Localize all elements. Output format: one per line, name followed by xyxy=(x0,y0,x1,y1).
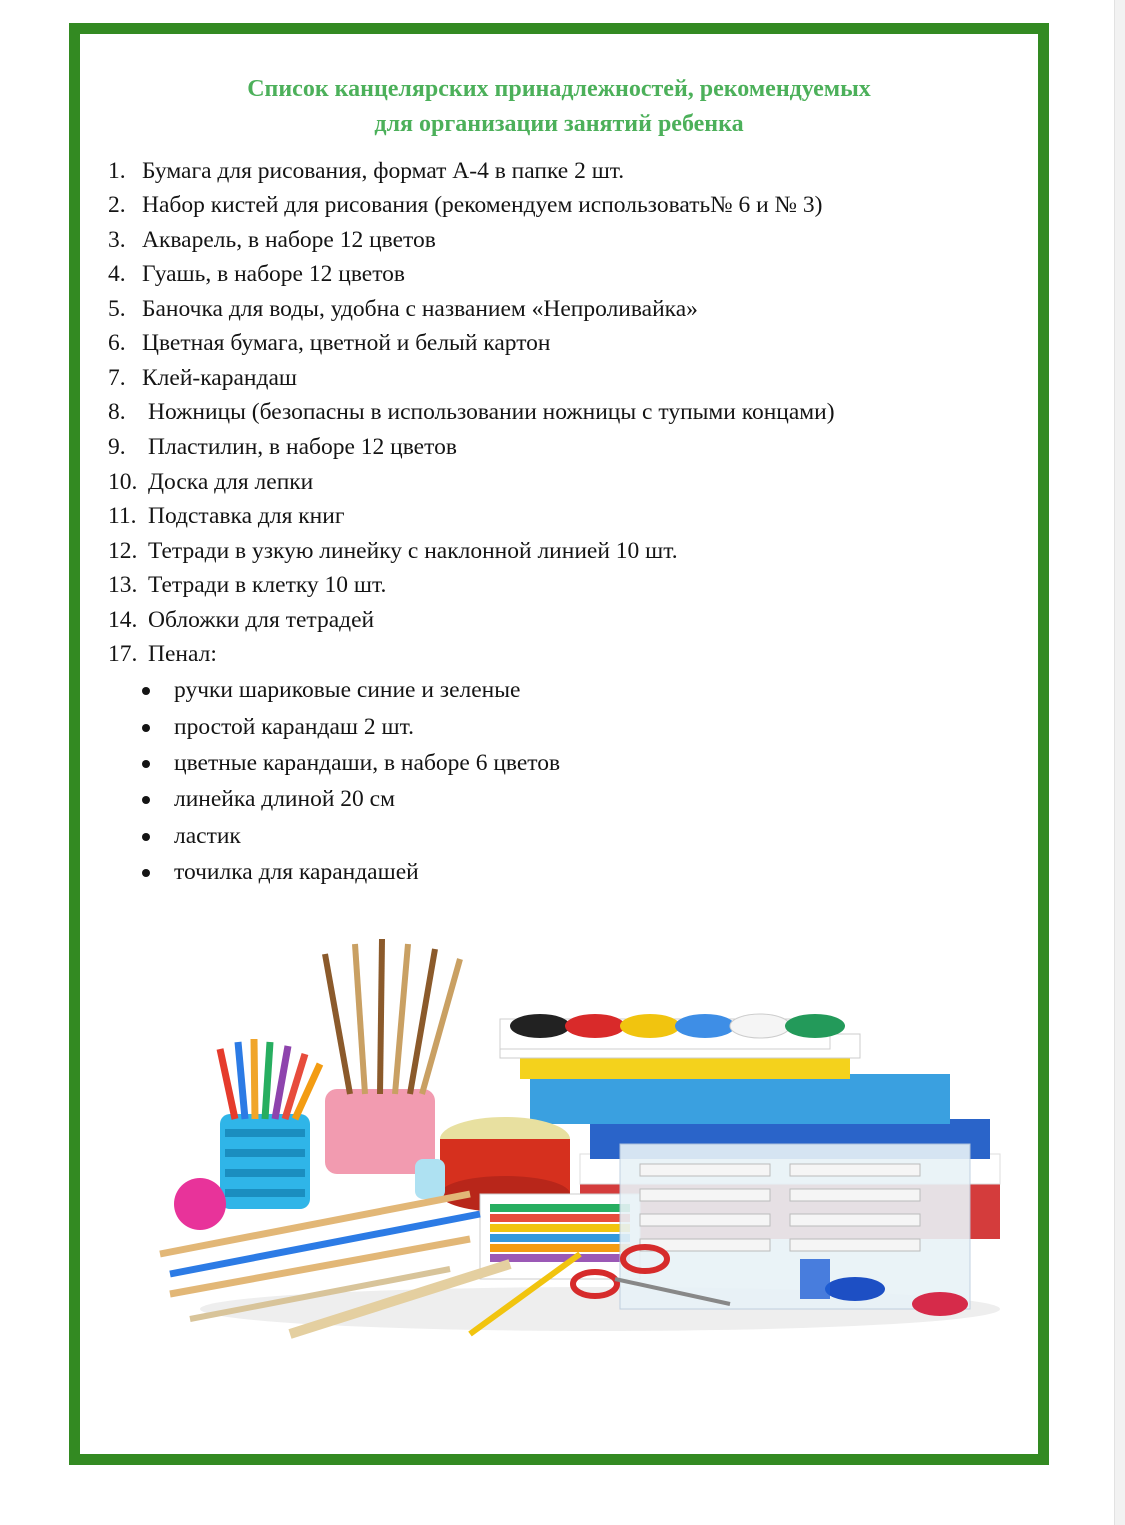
brush-cup-icon xyxy=(325,939,460,1174)
list-item: 10. Доска для лепки xyxy=(108,469,314,495)
list-item: 2. Набор кистей для рисования (рекомендуем использовать№ 6 и № 3) xyxy=(108,192,823,218)
blue-jar-icon xyxy=(825,1277,885,1301)
bullet-dot-icon xyxy=(142,724,150,732)
list-item: 5. Баночка для воды, удобна с названием «Непроливайка» xyxy=(108,296,698,322)
list-item: 1. Бумага для рисования, формат А-4 в папке 2 шт. xyxy=(108,158,625,184)
list-item: 11. Подставка для книг xyxy=(108,503,345,529)
list-item-pencil-case: 17. Пенал: xyxy=(108,641,217,667)
sharpener-icon xyxy=(800,1259,830,1299)
red-jar-icon xyxy=(912,1292,968,1316)
stationery-illustration xyxy=(150,914,1030,1344)
list-item: 14. Обложки для тетрадей xyxy=(108,607,375,633)
pencil-cup-icon xyxy=(220,1039,320,1209)
list-item: 4. Гуашь, в наборе 12 цветов xyxy=(108,261,406,287)
list-item: 6. Цветная бумага, цветной и белый картон xyxy=(108,330,551,356)
list-item: 9. Пластилин, в наборе 12 цветов xyxy=(108,434,457,460)
page-frame: Список канцелярских принадлежностей, рекомендуемых для организации занятий ребенка 1. Бумага для рисования, формат А-4 в папке 2 шт. 2. Набор кистей для рисования (рекомендуем использовать№ 6 и № 3) 3. Акварель, в наборе 12 цветов 4. Гуашь, в наборе 12 цветов 5. Баночка для воды, удобна с названием «Непроливайка» 6. Цветная бумага, цветной и белый картон 7. Клей-карандаш 8. Ножницы (безопасны в использовании ножницы с тупыми концами) 9. Пластилин, в наборе 12 цветов 10. Доска для лепки 11. Подставка для книг 12. Тетради в узкую линейку с наклонной линией 10 шт. 13. Тетради в клетку 10 шт. 14. Обложки для тетрадей 17. Пенал: ручки шариковые синие и зеленые простой карандаш 2 шт. цветные карандаши, в наборе 6 цветов линейка длиной 20 см ластик точилка для карандашей xyxy=(69,23,1049,1465)
glue-bottle-icon xyxy=(174,1178,226,1230)
list-item: 8. Ножницы (безопасны в использовании ножницы с тупыми концами) xyxy=(108,399,835,425)
scrollbar-edge[interactable] xyxy=(1114,0,1125,1525)
list-item: 3. Акварель, в наборе 12 цветов xyxy=(108,227,436,253)
bullet-dot-icon xyxy=(142,687,150,695)
list-item: 13. Тетради в клетку 10 шт. xyxy=(108,572,387,598)
bullet-dot-icon xyxy=(142,833,150,841)
list-item: 7. Клей-карандаш xyxy=(108,365,297,391)
paint-tubes-icon xyxy=(620,1144,970,1309)
title-line-2: для организации занятий ребенка xyxy=(374,111,744,137)
bullet-dot-icon xyxy=(142,760,150,768)
page-title xyxy=(80,72,1038,142)
list-item: 12. Тетради в узкую линейку с наклонной линией 10 шт. xyxy=(108,538,678,564)
bullet-dot-icon xyxy=(142,796,150,804)
title-line-1: Список канцелярских принадлежностей, рекомендуемых xyxy=(247,76,871,102)
bullet-dot-icon xyxy=(142,869,150,877)
gouache-jars-icon xyxy=(500,1014,845,1049)
